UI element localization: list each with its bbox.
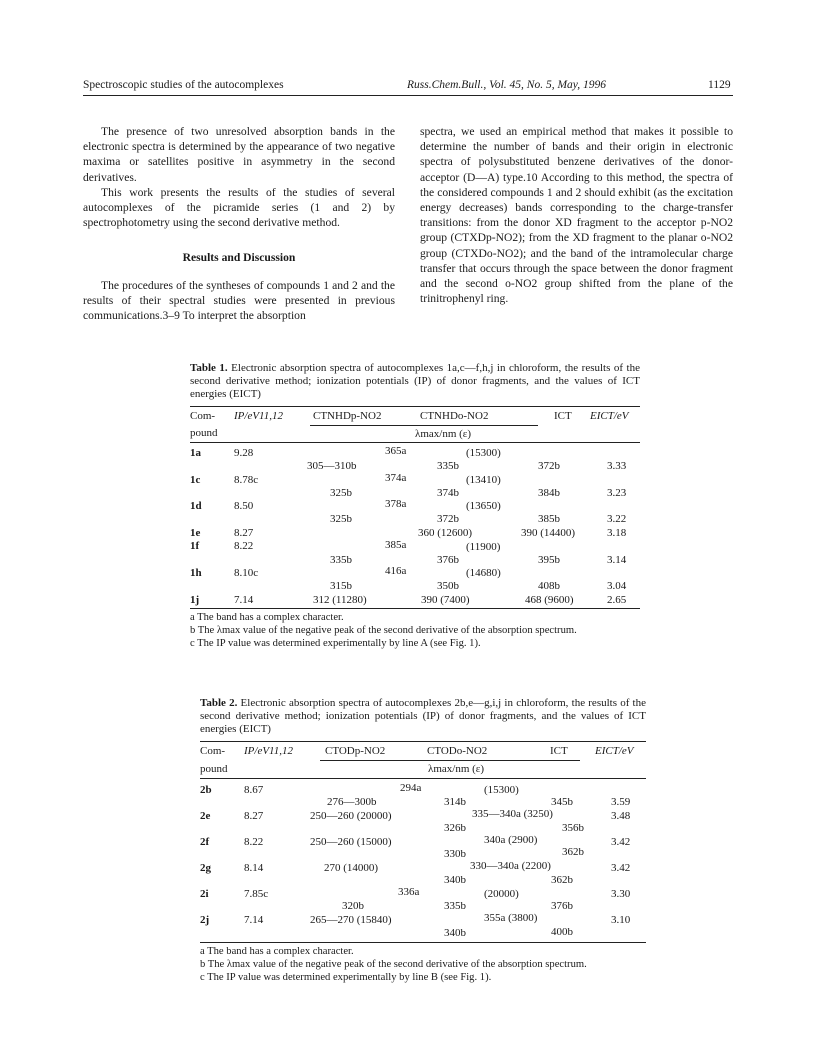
t2-head-ip: IP/eV11,12 — [244, 745, 293, 757]
t1-row-a: 385a — [385, 539, 407, 551]
t1-row-b: (11900) — [466, 541, 501, 553]
t2-row-e: 3.10 — [611, 914, 631, 926]
t1-row-ict: 395b — [538, 554, 560, 566]
t1-row-ip: 7.14 — [234, 594, 254, 606]
table1-mid-rule — [190, 442, 640, 443]
t1-row-compound: 1e — [190, 527, 201, 539]
table1-top-rule — [190, 406, 640, 407]
t1-head-ip: IP/eV11,12 — [234, 410, 283, 422]
t2-row-ct1: 265—270 (15840) — [310, 914, 392, 926]
t1-row-ip: 8.22 — [234, 540, 254, 552]
t2-row-compound: 2i — [200, 888, 209, 900]
t1-row-ict: 408b — [538, 580, 560, 592]
t2-row-ict: 356b — [562, 822, 584, 834]
t1-row-ip: 8.27 — [234, 527, 254, 539]
t1-row-e: 3.22 — [607, 513, 627, 525]
t1-row-ct1: 335b — [330, 554, 352, 566]
t2-row-e: 3.48 — [611, 810, 631, 822]
table1-label: Table 1. — [190, 362, 228, 374]
t1-note-a: a The band has a complex character. — [190, 612, 344, 623]
t1-row-e: 3.04 — [607, 580, 627, 592]
t1-row-b: (15300) — [466, 447, 501, 459]
t1-head-compound: Com- — [190, 410, 216, 422]
t1-head-ict: ICT — [554, 410, 572, 422]
t2-row-e: 3.42 — [611, 836, 631, 848]
t2-row-compound: 2g — [200, 862, 211, 874]
t1-row-compound: 1h — [190, 567, 202, 579]
t1-row-ct2: 350b — [437, 580, 459, 592]
t1-row-ip: 8.50 — [234, 500, 254, 512]
journal-citation: Russ.Chem.Bull., Vol. 45, No. 5, May, 1996 — [407, 79, 607, 91]
t2-head-eict: EICT/eV — [595, 745, 634, 757]
running-head-left: Spectroscopic studies of the autocomplexes — [83, 79, 284, 91]
t1-row-ict: 468 (9600) — [525, 594, 574, 606]
t1-row-b: (13410) — [466, 474, 501, 486]
t2-row-compound: 2b — [200, 784, 212, 796]
t1-row-ct2: 335b — [437, 460, 459, 472]
t2-head-lambda: λmax/nm (ε) — [428, 763, 485, 775]
paragraph-4: spectra, we used an empirical method that makes it possible to determine the number of bands and their origin in electronic spectra of polysubstituted benzene derivatives of the donor-acceptor (D—A) type.10 According to this method, the spectra of the considered compounds 1 and 2 should exhibit (as the excitation energy decreases) bands corresponding to the charge-transfer transitions: from the donor XD fragment to the acceptor p-NO2 group (CTXDp-NO2); from the XD fragment to the planar o-NO2 group (CTXDo-NO2); and the band of the intramolecular charge transfer that occurs through the space between the donor fragment and the second o-NO2 group shifted from the plane of the trinitrophenyl ring. — [420, 125, 733, 306]
t1-row-ct1: 315b — [330, 580, 352, 592]
t2-row-ct1: 270 (14000) — [324, 862, 379, 874]
t1-row-ct1: 325b — [330, 487, 352, 499]
t2-row-ct1: 276—300b — [327, 796, 377, 808]
t2-row-ct2: 314b — [444, 796, 466, 808]
t1-row-ct2: 376b — [437, 554, 459, 566]
table2-bottom-rule — [200, 942, 646, 943]
t2-row-ict: 362b — [562, 846, 584, 858]
t1-row-e: 3.18 — [607, 527, 627, 539]
table1-bottom-rule — [190, 608, 640, 609]
section-heading: Results and Discussion — [182, 251, 296, 265]
t1-row-ict: 385b — [538, 513, 560, 525]
t2-row-ip: 8.22 — [244, 836, 264, 848]
t2-row-ct3: 340b — [444, 927, 466, 939]
t2-head-ict: ICT — [550, 745, 568, 757]
t2-row-compound: 2f — [200, 836, 210, 848]
t1-row-ict: 390 (14400) — [521, 527, 576, 539]
t1-row-compound: 1a — [190, 447, 201, 459]
table2-mid-rule — [200, 778, 646, 779]
t1-row-ct1: 325b — [330, 513, 352, 525]
t1-head-eict: EICT/eV — [590, 410, 629, 422]
t2-head-ct1: CTODp-NO2 — [325, 745, 386, 757]
t2-row-compound: 2e — [200, 810, 211, 822]
t1-row-ct2: 374b — [437, 487, 459, 499]
t1-row-a: 365a — [385, 445, 407, 457]
t2-head-compound2: pound — [200, 763, 228, 775]
t1-row-a: 374a — [385, 472, 407, 484]
table2-caption — [200, 697, 646, 737]
t2-row-b: (20000) — [484, 888, 519, 900]
t2-row-ct3: 326b — [444, 822, 466, 834]
table2-label: Table 2. — [200, 697, 238, 709]
t1-row-b: (14680) — [466, 567, 501, 579]
t1-row-e: 3.23 — [607, 487, 627, 499]
t1-row-ip: 8.78c — [234, 474, 259, 486]
table1-sub-rule — [310, 425, 538, 426]
t1-row-ict: 372b — [538, 460, 560, 472]
t2-row-ct3: 330b — [444, 848, 466, 860]
t1-row-ip: 8.10c — [234, 567, 259, 579]
t2-row-ct1: 320b — [342, 900, 364, 912]
t1-row-e: 3.33 — [607, 460, 627, 472]
t1-row-ip: 9.28 — [234, 447, 254, 459]
table1-caption — [190, 362, 640, 402]
t2-row-ct2: 335b — [444, 900, 466, 912]
t2-row-ip: 8.14 — [244, 862, 264, 874]
table1-caption-text: Electronic absorption spectra of autocomplexes 1a,c—f,h,j in chloroform, the results of the second derivative method; ionization potentials (IP) of donor fragments, and the values of ICT energies (EICT) — [190, 362, 640, 401]
t1-row-ct2: 390 (7400) — [421, 594, 470, 606]
t2-row-e: 3.42 — [611, 862, 631, 874]
t1-row-compound: 1d — [190, 500, 202, 512]
t1-note-b: b The λmax value of the negative peak of the second derivative of the absorption spectrum. — [190, 625, 577, 636]
paragraph-2: This work presents the results of the studies of several autocomplexes of the picramide series (1 and 2) by spectrophotometry using the second derivative method. — [83, 185, 395, 230]
t2-row-b: (15300) — [484, 784, 519, 796]
t2-head-ct2: CTODo-NO2 — [427, 745, 488, 757]
t2-row-ip: 8.67 — [244, 784, 264, 796]
header-rule — [83, 95, 733, 96]
table2-caption-text: Electronic absorption spectra of autocomplexes 2b,e—g,i,j in chloroform, the results of the second derivative method; ionization potentials (IP) of donor fragments, and the values of ICT energies (EICT) — [200, 697, 646, 736]
t2-row-ct3: 340b — [444, 874, 466, 886]
t1-row-e: 2.65 — [607, 594, 627, 606]
t2-row-ct2: 340a (2900) — [484, 834, 538, 846]
t2-row-a: 294a — [400, 782, 422, 794]
t1-head-compound2: pound — [190, 427, 218, 439]
t1-row-a: 378a — [385, 498, 407, 510]
t2-row-ct1: 250—260 (20000) — [310, 810, 392, 822]
t2-row-ip: 7.14 — [244, 914, 264, 926]
t2-note-c: c The IP value was determined experimentally by line B (see Fig. 1). — [200, 972, 492, 983]
paragraph-1: The presence of two unresolved absorption bands in the electronic spectra is determined by the appearance of two negative maxima or satellites positive in asymmetry in the second derivatives. — [83, 125, 395, 184]
t1-row-ct1: 305—310b — [307, 460, 357, 472]
page-number: 1129 — [708, 79, 731, 91]
t1-row-ict: 384b — [538, 487, 560, 499]
t2-note-b: b The λmax value of the negative peak of the second derivative of the absorption spectrum. — [200, 959, 587, 970]
t2-row-a: 336a — [398, 886, 420, 898]
t2-row-ict: 400b — [551, 926, 573, 938]
t1-row-compound: 1c — [190, 474, 201, 486]
left-column — [83, 124, 395, 323]
t1-row-ct2: 360 (12600) — [418, 527, 473, 539]
table2-top-rule — [200, 741, 646, 742]
t1-row-e: 3.14 — [607, 554, 627, 566]
t1-row-compound: 1f — [190, 540, 200, 552]
t2-note-a: a The band has a complex character. — [200, 946, 354, 957]
t1-row-b: (13650) — [466, 500, 501, 512]
t2-row-ct2: 330—340a (2200) — [470, 860, 551, 872]
t1-note-c: c The IP value was determined experimentally by line A (see Fig. 1). — [190, 638, 481, 649]
t1-head-ct2: CTNHDo-NO2 — [420, 410, 489, 422]
t1-row-ct1: 312 (11280) — [313, 594, 367, 606]
t2-row-ict: 376b — [551, 900, 573, 912]
t2-row-ct2: 355a (3800) — [484, 912, 538, 924]
t1-head-lambda: λmax/nm (ε) — [415, 428, 472, 440]
t1-row-a: 416a — [385, 565, 407, 577]
t2-row-ct2: 335—340a (3250) — [472, 808, 553, 820]
t2-row-ict: 362b — [551, 874, 573, 886]
t1-head-ct1: CTNHDp-NO2 — [313, 410, 382, 422]
t2-row-e: 3.30 — [611, 888, 631, 900]
t2-row-ip: 8.27 — [244, 810, 264, 822]
t2-row-e: 3.59 — [611, 796, 631, 808]
t2-row-compound: 2j — [200, 914, 210, 926]
t2-head-compound: Com- — [200, 745, 226, 757]
paragraph-3: The procedures of the syntheses of compounds 1 and 2 and the results of their spectral studies were presented in previous communications.3–9 To interpret the absorption — [83, 278, 395, 323]
t2-row-ip: 7.85c — [244, 888, 269, 900]
t2-row-ict: 345b — [551, 796, 573, 808]
t1-row-compound: 1j — [190, 594, 200, 606]
t1-row-ct2: 372b — [437, 513, 459, 525]
table2-sub-rule — [320, 760, 580, 761]
t2-row-ct1: 250—260 (15000) — [310, 836, 392, 848]
right-column — [420, 124, 733, 306]
